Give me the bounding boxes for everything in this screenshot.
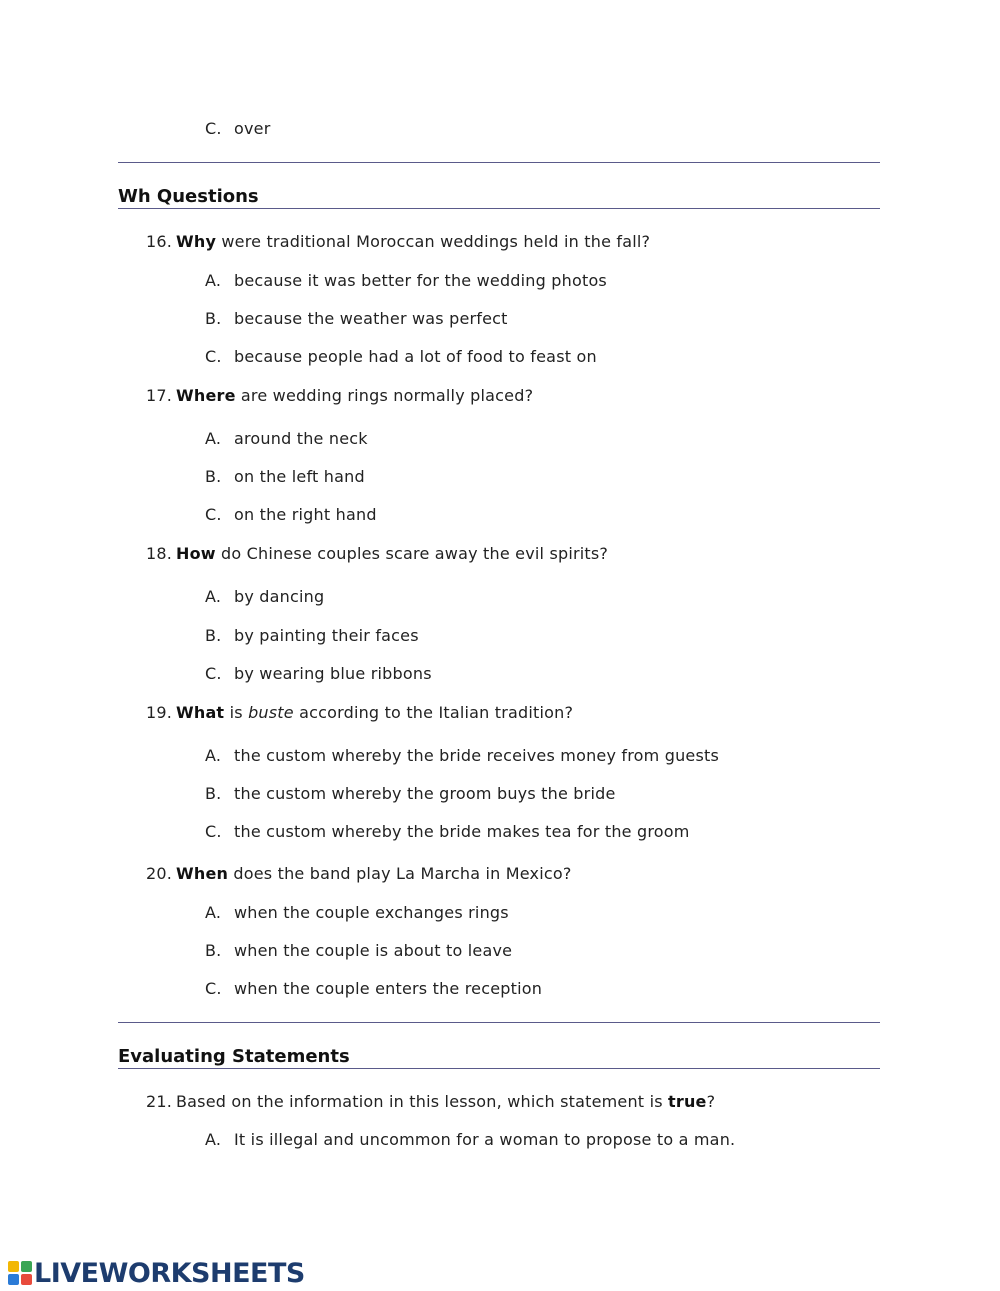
option-letter: B. (205, 309, 222, 328)
divider (118, 1022, 880, 1023)
option-19-c[interactable] (205, 822, 690, 841)
option-letter: B. (205, 467, 222, 486)
section-underline (118, 208, 880, 209)
option-text: It is illegal and uncommon for a woman to propose to a man. (234, 1130, 736, 1149)
question-number: 19. (146, 703, 173, 722)
option-19-a[interactable] (205, 746, 719, 765)
option-letter: C. (205, 979, 222, 998)
option-text: on the right hand (234, 505, 377, 524)
question-17 (146, 386, 533, 405)
option-text: by painting their faces (234, 626, 419, 645)
question-number: 16. (146, 232, 173, 251)
question-18 (146, 544, 608, 563)
question-number: 21. (146, 1092, 173, 1111)
question-19 (146, 703, 573, 722)
option-text: over (234, 119, 271, 138)
option-letter: C. (205, 347, 222, 366)
option-17-c[interactable] (205, 505, 377, 524)
question-text-mid: is (224, 703, 249, 722)
question-text: do Chinese couples scare away the evil spirits? (215, 544, 609, 563)
option-text: the custom whereby the bride receives money from guests (234, 746, 720, 765)
option-18-a[interactable] (205, 587, 324, 606)
option-top-c[interactable] (205, 119, 270, 138)
question-keyword: When (176, 864, 229, 883)
option-letter: B. (205, 626, 222, 645)
option-16-b[interactable] (205, 309, 508, 328)
option-letter: C. (205, 505, 222, 524)
option-20-a[interactable] (205, 903, 509, 922)
option-18-c[interactable] (205, 664, 432, 683)
option-letter: A. (205, 903, 222, 922)
option-letter: C. (205, 119, 222, 138)
question-text: were traditional Moroccan weddings held in the fall? (216, 232, 651, 251)
option-text: because people had a lot of food to feast on (234, 347, 597, 366)
option-text: by wearing blue ribbons (234, 664, 432, 683)
option-18-b[interactable] (205, 626, 419, 645)
divider (118, 162, 880, 163)
question-keyword: true (668, 1092, 707, 1111)
question-keyword: What (176, 703, 225, 722)
option-16-a[interactable] (205, 271, 607, 290)
section-title-evaluating: Evaluating Statements (118, 1046, 350, 1067)
option-19-b[interactable] (205, 784, 616, 803)
question-21 (146, 1092, 715, 1111)
option-text: the custom whereby the bride makes tea for the groom (234, 822, 690, 841)
logo-text: LIVEWORKSHEETS (34, 1257, 305, 1289)
section-title-wh: Wh Questions (118, 186, 259, 207)
option-letter: A. (205, 1130, 222, 1149)
option-20-b[interactable] (205, 941, 512, 960)
section-underline (118, 1068, 880, 1069)
logo-blocks-icon (8, 1261, 32, 1285)
option-20-c[interactable] (205, 979, 542, 998)
question-keyword: How (176, 544, 216, 563)
question-keyword: Where (176, 386, 236, 405)
logo-block-icon (21, 1274, 32, 1285)
option-letter: B. (205, 941, 222, 960)
logo-block-icon (8, 1274, 19, 1285)
question-16 (146, 232, 650, 251)
logo-block-icon (21, 1261, 32, 1272)
option-text: because the weather was perfect (234, 309, 508, 328)
option-text: because it was better for the wedding photos (234, 271, 607, 290)
option-letter: A. (205, 587, 222, 606)
question-number: 18. (146, 544, 173, 563)
question-text-pre: Based on the information in this lesson, which statement is (176, 1092, 669, 1111)
question-text: are wedding rings normally placed? (235, 386, 534, 405)
question-text: ? (706, 1092, 716, 1111)
option-letter: A. (205, 271, 222, 290)
option-letter: A. (205, 429, 222, 448)
option-17-b[interactable] (205, 467, 365, 486)
logo-block-icon (8, 1261, 19, 1272)
question-text: according to the Italian tradition? (293, 703, 574, 722)
option-17-a[interactable] (205, 429, 368, 448)
option-letter: C. (205, 822, 222, 841)
option-text: around the neck (234, 429, 368, 448)
option-text: on the left hand (234, 467, 365, 486)
question-text: does the band play La Marcha in Mexico? (228, 864, 572, 883)
option-text: when the couple is about to leave (234, 941, 513, 960)
question-number: 17. (146, 386, 173, 405)
question-number: 20. (146, 864, 173, 883)
option-letter: C. (205, 664, 222, 683)
option-letter: B. (205, 784, 222, 803)
option-letter: A. (205, 746, 222, 765)
option-text: when the couple exchanges rings (234, 903, 509, 922)
liveworksheets-logo[interactable] (8, 1258, 305, 1288)
question-20 (146, 864, 572, 883)
question-keyword: Why (176, 232, 217, 251)
question-term: buste (248, 703, 294, 722)
option-16-c[interactable] (205, 347, 597, 366)
option-text: by dancing (234, 587, 325, 606)
option-21-a[interactable] (205, 1130, 735, 1149)
option-text: when the couple enters the reception (234, 979, 543, 998)
option-text: the custom whereby the groom buys the bride (234, 784, 616, 803)
